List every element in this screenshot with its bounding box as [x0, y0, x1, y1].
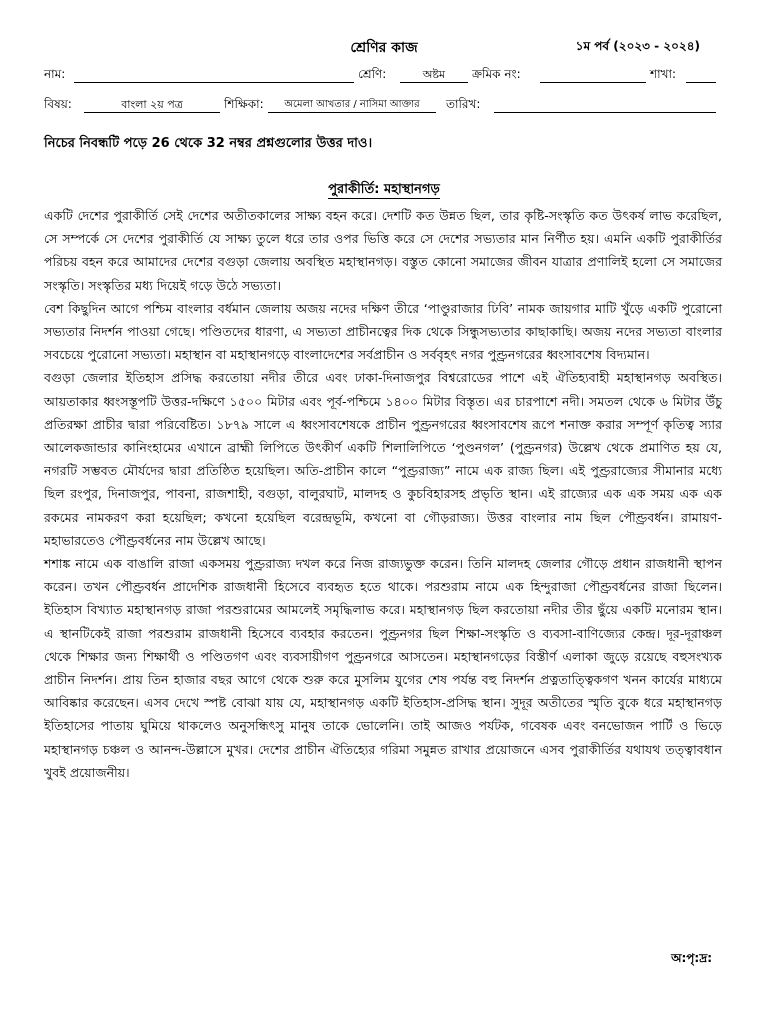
teacher-value: অমেলা আখতার / নাসিমা আক্তার: [284, 99, 420, 110]
page-turn-note: অ:পৃ:দ্র:: [671, 951, 712, 965]
section-label: শাখা:: [650, 67, 676, 81]
essay-title: [0, 180, 768, 201]
date-field[interactable]: [494, 112, 716, 113]
term-label: ১ম পর্ব (২০২৩ - ২০২৪): [575, 39, 700, 53]
roll-label: ক্রমিক নং:: [472, 67, 521, 81]
subject-value: বাংলা ২য় পত্র: [121, 98, 183, 111]
roll-field[interactable]: [540, 82, 646, 83]
date-label: তারিখ:: [446, 97, 481, 111]
subject-info-row: [44, 96, 716, 116]
subject-label: বিষয়:: [44, 97, 72, 111]
essay-title-text: পুরাকীর্তি: মহাস্থানগড়: [328, 182, 440, 197]
essay-paragraph-4: শশাঙ্ক নামে এক বাঙালি রাজা একসময় পুণ্ড্ররাজ্য দখল করে নিজ রাজ্যভুক্ত করেন। তিনি মালদহ জেলার গৌড়ে প্রধান রাজধানী স্থাপন করেন। তখন পৌণ্ড্রবর্ধন প্রাদেশিক রাজধানী হিসেবে ব্যবহৃত হতে থাকে। পরশুরাম নামে এক হিন্দুরাজা পৌণ্ড্রবর্ধনের রাজা ছিলেন। ইতিহাস বিখ্যাত মহাস্থানগড় রাজা পরশুরামের আমলেই সমৃদ্ধিলাভ করে। মহাস্থানগড় ছিল করতোয়া নদীর তীর ছুঁয়ে একটি মনোরম স্থান। এ স্থানটিকেই রাজা পরশুরাম রাজধানী হিসেবে ব্যবহার করতেন। পুণ্ড্রনগর ছিল শিক্ষা-সংস্কৃতি ও ব্যবসা-বাণিজ্যের কেন্দ্র। দূর-দূরাঞ্চল থেকে শিক্ষার জন্য শিক্ষার্থী ও পণ্ডিতগণ এবং ব্যবসায়ীগণ পুণ্ড্রনগরে আসতেন। মহাস্থানগড়ের বিস্তীর্ণ এলাকা জুড়ে রয়েছে বহুসংখ্যক প্রাচীন নিদর্শন। প্রায় তিন হাজার বছর আগে থেকে শুরু করে মুসলিম যুগের শেষ পর্যন্ত বহু নিদর্শন প্রত্নতাত্ত্বিকগণ খনন কার্যের মাধ্যমে আবিষ্কার করেছেন। এসব দেখে স্পষ্ট বোঝা যায় যে, মহাস্থানগড় একটি ইতিহাস-প্রসিদ্ধ স্থান। সুদূর অতীতের স্মৃতি বুকে ধরে মহাস্থানগড় ইতিহাসের পাতায় ঘুমিয়ে থাকলেও অনুসন্ধিৎসু মানুষ তাকে ভোলেনি। তাই আজও পর্যটক, গবেষক এবং বনভোজন পার্টি ও ভিড়ে মহাস্থানগড় চঞ্চল ও আনন্দ-উল্লাসে মুখর। দেশের প্রাচীন ঐতিহ্যের গরিমা সমুন্নত রাখার প্রয়োজনে এসব পুরাকীর্তির যথাযথ তত্ত্বাবধান খুবই প্রয়োজনীয়।: [44, 556, 722, 780]
essay-paragraph-2: বেশ কিছুদিন আগে পশ্চিম বাংলার বর্ধমান জেলায় অজয় নদের দক্ষিণ তীরে ‘পাণ্ডুরাজার ঢিবি’ নামক জায়গার মাটি খুঁড়ে একটি পুরোনো সভ্যতার নিদর্শন পাওয়া গেছে। পণ্ডিতদের ধারণা, এ সভ্যতা প্রাচীনত্বের দিক থেকে সিন্ধুসভ্যতার কাছাকাছি। অজয় নদের সভ্যতা বাংলার সবচেয়ে পুরোনো সভ্যতা। মহাস্থান বা মহাস্থানগড়ে বাংলাদেশের সর্বপ্রাচীন ও সর্ববৃহৎ নগর পুণ্ড্রনগরের ধ্বংসাবশেষ বিদ্যমান।: [44, 300, 722, 363]
essay-paragraph-3: বগুড়া জেলার ইতিহাস প্রসিদ্ধ করতোয়া নদীর তীরে এবং ঢাকা-দিনাজপুর বিশ্বরোডের পাশে এই ঐতিহ্যবাহী মহাস্থানগড় অবস্থিত। আয়তাকার ধ্বংসস্তূপটি উত্তর-দক্ষিণে ১৫০০ মিটার এবং পূর্ব-পশ্চিমে ১৪০০ মিটার বিস্তৃত। এর চারপাশে নদী। সমতল থেকে ৬ মিটার উঁচু প্রতিরক্ষা প্রাচীর দ্বারা পরিবেষ্টিত। ১৮৭৯ সালে এ ধ্বংসাবশেষকে প্রাচীন পুণ্ড্রনগরের ধ্বংসাবশেষ রূপে শনাক্ত করার সম্পূর্ণ কৃতিত্ব স্যার আলেকজান্ডার কানিংহামের এখানে ব্রাহ্মী লিপিতে উৎকীর্ণ একটি শিলালিপিতে ‘পুণ্ডনগল’ (পুণ্ড্রনগর) উল্লেখ থেকে প্রমাণিত হয় যে, নগরটি সম্ভবত মৌর্যদের দ্বারা প্রতিষ্ঠিত হয়েছিল। অতি-প্রাচীন কালে “পুণ্ড্ররাজ্য” নামে এক রাজ্য ছিল। এই পুণ্ড্ররাজ্যের সীমানার মধ্যে ছিল রংপুর, দিনাজপুর, পাবনা, রাজশাহী, বগুড়া, বালুরঘাট, মালদহ ও কুচবিহারসহ প্রভৃতি স্থান। এই রাজ্যের এক এক সময় এক এক রকমের নামকরণ করা হয়েছিল; কখনো হয়েছিল বরেন্দ্রভূমি, কখনো বা গৌড়রাজ্য। উত্তর বাংলার নাম ছিল পৌণ্ড্রবর্ধন। রামায়ণ-মহাভারতেও পৌণ্ড্রবর্ধনের নাম উল্লেখ আছে।: [44, 370, 722, 548]
class-field[interactable]: [400, 82, 468, 83]
worksheet-title: শ্রেণির কাজ: [350, 40, 418, 56]
instruction-text: নিচের নিবন্ধটি পড়ে 26 থেকে 32 নম্বর প্রশ্নগুলোর উত্তর দাও।: [44, 136, 373, 151]
subject-field[interactable]: [84, 112, 220, 113]
name-field[interactable]: [74, 82, 354, 83]
essay-paragraph-1: একটি দেশের পুরাকীর্তি সেই দেশের অতীতকালের সাক্ষ্য বহন করে। দেশটি কত উন্নত ছিল, তার কৃষ্টি-সংস্কৃতি কত উৎকর্ষ লাভ করেছিল, সে সম্পর্কে সে দেশের পুরাকীর্তি যে সাক্ষ্য তুলে ধরে তার ওপর ভিত্তি করে সে দেশের সভ্যতার মান নির্ণীত হয়। এমনি একটি পুরাকীর্তির পরিচয় বহন করে আমাদের দেশের বগুড়া জেলায় অবস্থিত মহাস্থানগড়। বস্তুত কোনো সমাজের জীবন যাত্রার প্রণালিই হলো সে সমাজের সংস্কৃতি। সংস্কৃতির মধ্য দিয়েই গড়ে উঠে সভ্যতা।: [44, 208, 722, 293]
essay-body: [44, 204, 722, 784]
section-field[interactable]: [686, 82, 716, 83]
teacher-field[interactable]: [268, 112, 436, 113]
student-info-row: [44, 66, 716, 86]
name-label: নাম:: [44, 67, 66, 81]
class-value: অষ্টম: [422, 68, 446, 81]
teacher-label: শিক্ষিকা:: [224, 97, 264, 111]
class-label: শ্রেণি:: [358, 67, 387, 81]
